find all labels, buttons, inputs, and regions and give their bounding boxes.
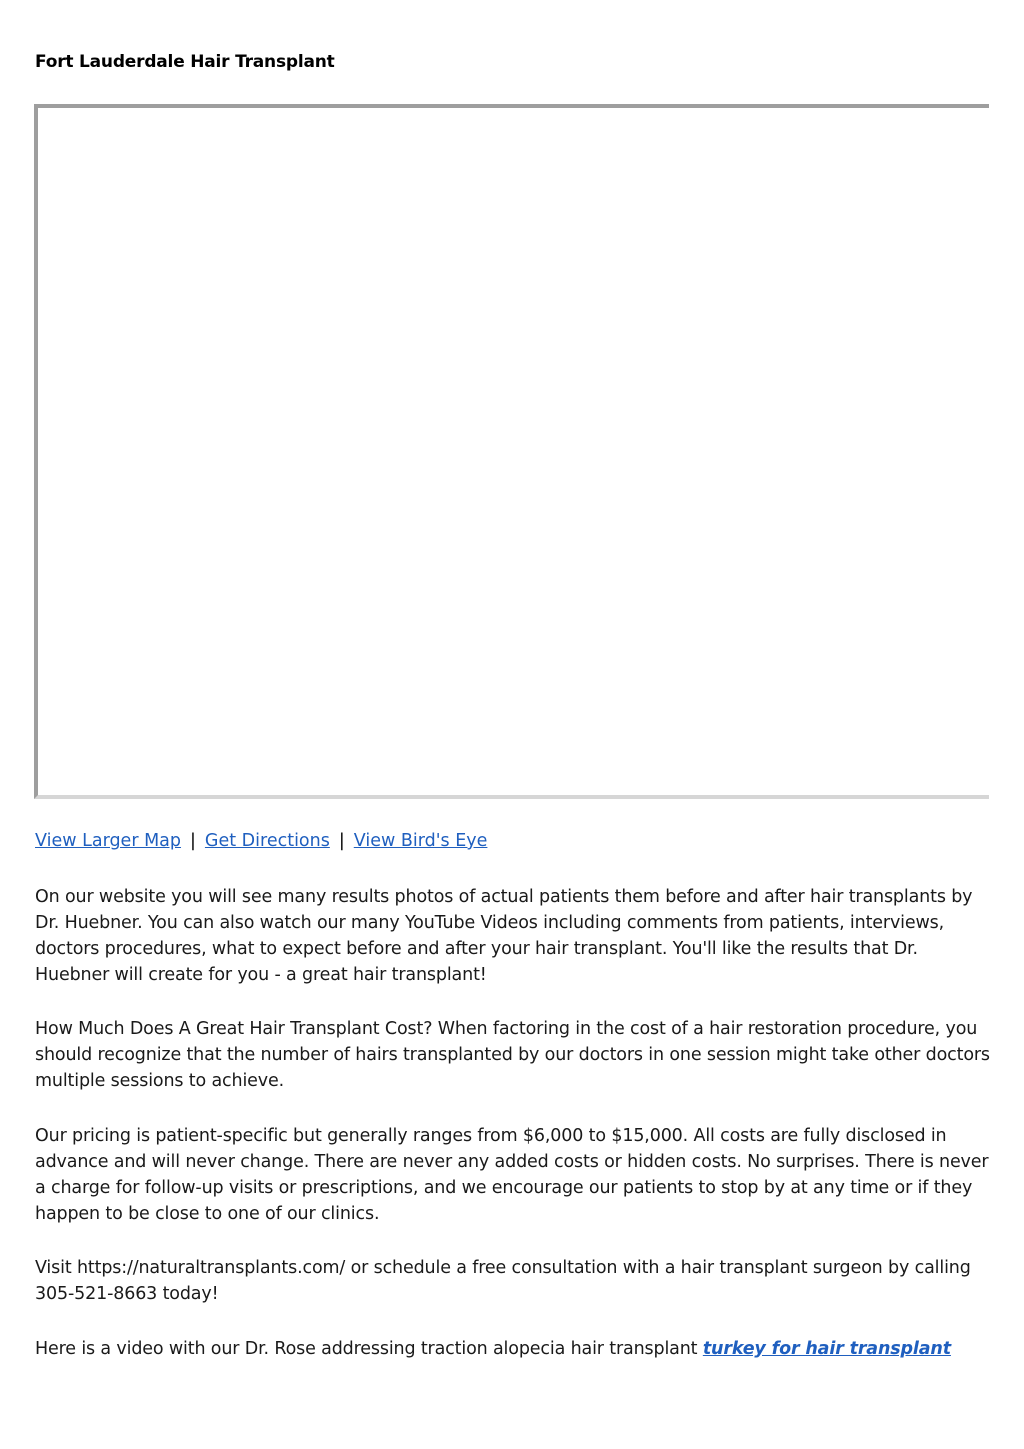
page-title: Fort Lauderdale Hair Transplant <box>35 52 335 72</box>
paragraph-video <box>35 1336 995 1362</box>
paragraph-results: On our website you will see many results photos of actual patients them before and after hair transplants by Dr. Huebner. You can also watch our many YouTube Videos including comments from patients, interviews, doctors procedures, what to expect before and after your hair transplant. You'll like the results that Dr. Huebner will create for you - a great hair transplant! <box>35 887 973 985</box>
paragraph-visit: Visit https://naturaltransplants.com/ or schedule a free consultation with a hair transplant surgeon by calling 305-521-8663 today! <box>35 1258 971 1304</box>
link-separator: | <box>338 831 345 851</box>
turkey-hair-transplant-link[interactable]: turkey for hair transplant <box>702 1339 951 1359</box>
embedded-map-frame[interactable] <box>34 104 989 799</box>
link-separator: | <box>190 831 196 851</box>
view-birds-eye-link[interactable]: View Bird's Eye <box>353 831 488 851</box>
get-directions-link[interactable]: Get Directions <box>204 831 330 851</box>
map-links <box>35 831 487 851</box>
view-larger-map-link[interactable]: View Larger Map <box>35 831 182 851</box>
paragraph-pricing: Our pricing is patient-specific but generally ranges from $6,000 to $15,000. All costs are fully disclosed in advance and will never change. There are never any added costs or hidden costs. No surprises. There is never a charge for follow-up visits or prescriptions, and we encourage our patients to stop by at any time or if they happen to be close to one of our clinics. <box>35 1126 989 1224</box>
paragraph-cost: How Much Does A Great Hair Transplant Cost? When factoring in the cost of a hair restoration procedure, you should recognize that the number of hairs transplanted by our doctors in one session might take other doctors multiple sessions to achieve. <box>35 1019 990 1091</box>
paragraph-video-text: Here is a video with our Dr. Rose addressing traction alopecia hair transplant <box>35 1339 698 1359</box>
